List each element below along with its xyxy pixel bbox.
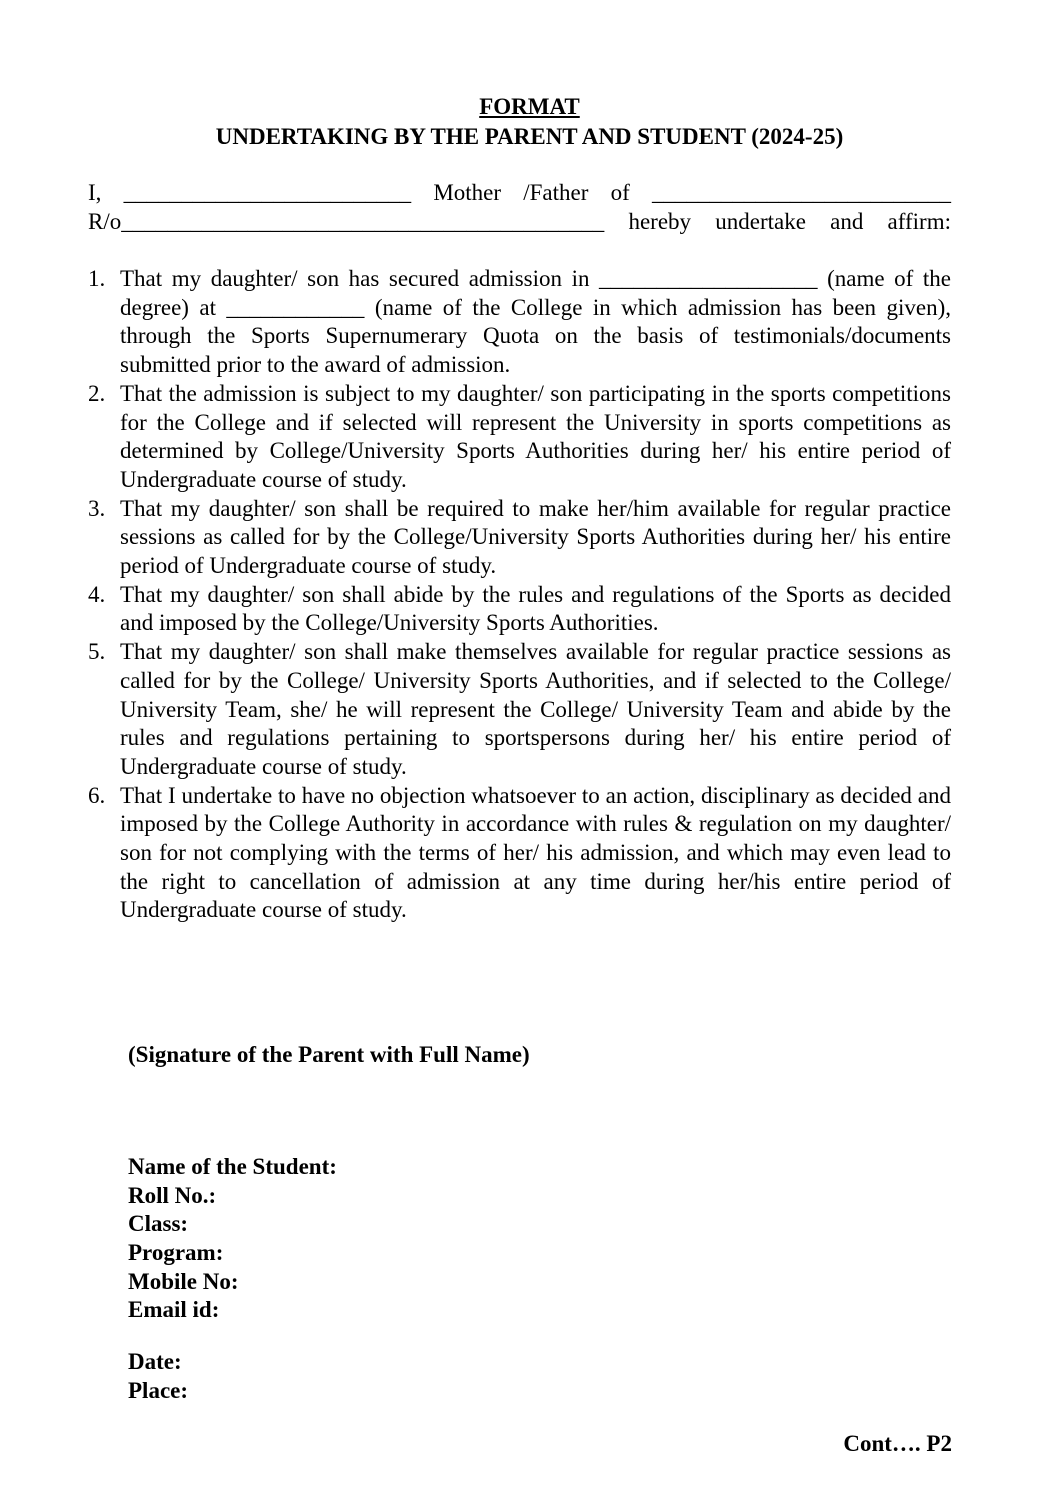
- roll-no-label: Roll No.:: [128, 1182, 217, 1208]
- place-label: Place:: [128, 1377, 189, 1403]
- email-label: Email id:: [128, 1297, 220, 1323]
- clause-item: [88, 380, 951, 495]
- clause-text: That the admission is subject to my daughter/ son participating in the sports competitions for the College and if selected will represent the University in sports competitions as determined by College/University Sports Authorities during her/ his entire period of Undergraduate course of study.: [120, 380, 951, 492]
- clause-text: That my daughter/ son shall make themselves available for regular practice sessions as called for by the College/ University Sports Authorities, and if selected to the College/ University Team, she/ he will represent the College/ University Team and abide by the rules and regulations pertaining to sportspersons during her/ his entire period of Undergraduate course of study.: [120, 639, 951, 779]
- program-label: Program:: [128, 1240, 224, 1266]
- clause-item: [88, 782, 951, 926]
- spacer: [128, 1325, 337, 1348]
- student-details: [128, 1153, 337, 1406]
- clause-number: 5.: [88, 639, 106, 665]
- parent-signature-label: (Signature of the Parent with Full Name): [128, 1042, 530, 1067]
- clause-item: [88, 495, 951, 581]
- clause-text: That I undertake to have no objection whatsoever to an action, disciplinary as decided and imposed by the College Authority in accordance with rules & regulation on my daughter/ son for not complying with the terms of her/ his admission, and which may even lead to the right to cancellation of admission at any time during her/his entire period of Undergraduate course of study.: [120, 782, 951, 923]
- class-label: Class:: [128, 1211, 189, 1237]
- clause-item: [88, 581, 951, 638]
- mobile-label: Mobile No:: [128, 1268, 239, 1294]
- clause-text: That my daughter/ son shall be required to make her/him available for regular practice sessions as called for by the College/University Sports Authorities during her/ his entire period of Undergraduate course of study.: [120, 495, 951, 579]
- clause-number: 3.: [88, 495, 106, 521]
- continuation-note: Cont…. P2: [843, 1431, 952, 1456]
- clause-item: [88, 638, 951, 782]
- clause-number: 2.: [88, 380, 106, 406]
- undertaking-clauses: [88, 265, 951, 925]
- clause-text: That my daughter/ son has secured admission in ___________________ (name of the degree) at ____________ (name of the College in which admission has been given), through the Sports Supernumerary Quota on the basis of testimonials/documents submitted prior to the award of admission.: [120, 266, 951, 378]
- clause-text: That my daughter/ son shall abide by the rules and regulations of the Sports as decided and imposed by the College/University Sports Authorities.: [120, 581, 951, 636]
- clause-number: 6.: [88, 782, 106, 808]
- document-subtitle: UNDERTAKING BY THE PARENT AND STUDENT (2024-25): [215, 124, 844, 149]
- clause-number: 4.: [88, 581, 106, 607]
- document-title: FORMAT: [479, 94, 580, 119]
- student-name-label: Name of the Student:: [128, 1154, 337, 1179]
- intro-line-parent: I, _________________________ Mother /Father of __________________________: [88, 180, 951, 205]
- clause-item: [88, 265, 951, 380]
- intro-line-residence: R/o__________________________________________ hereby undertake and affirm:: [88, 209, 951, 234]
- clause-number: 1.: [88, 266, 106, 291]
- date-label: Date:: [128, 1349, 182, 1375]
